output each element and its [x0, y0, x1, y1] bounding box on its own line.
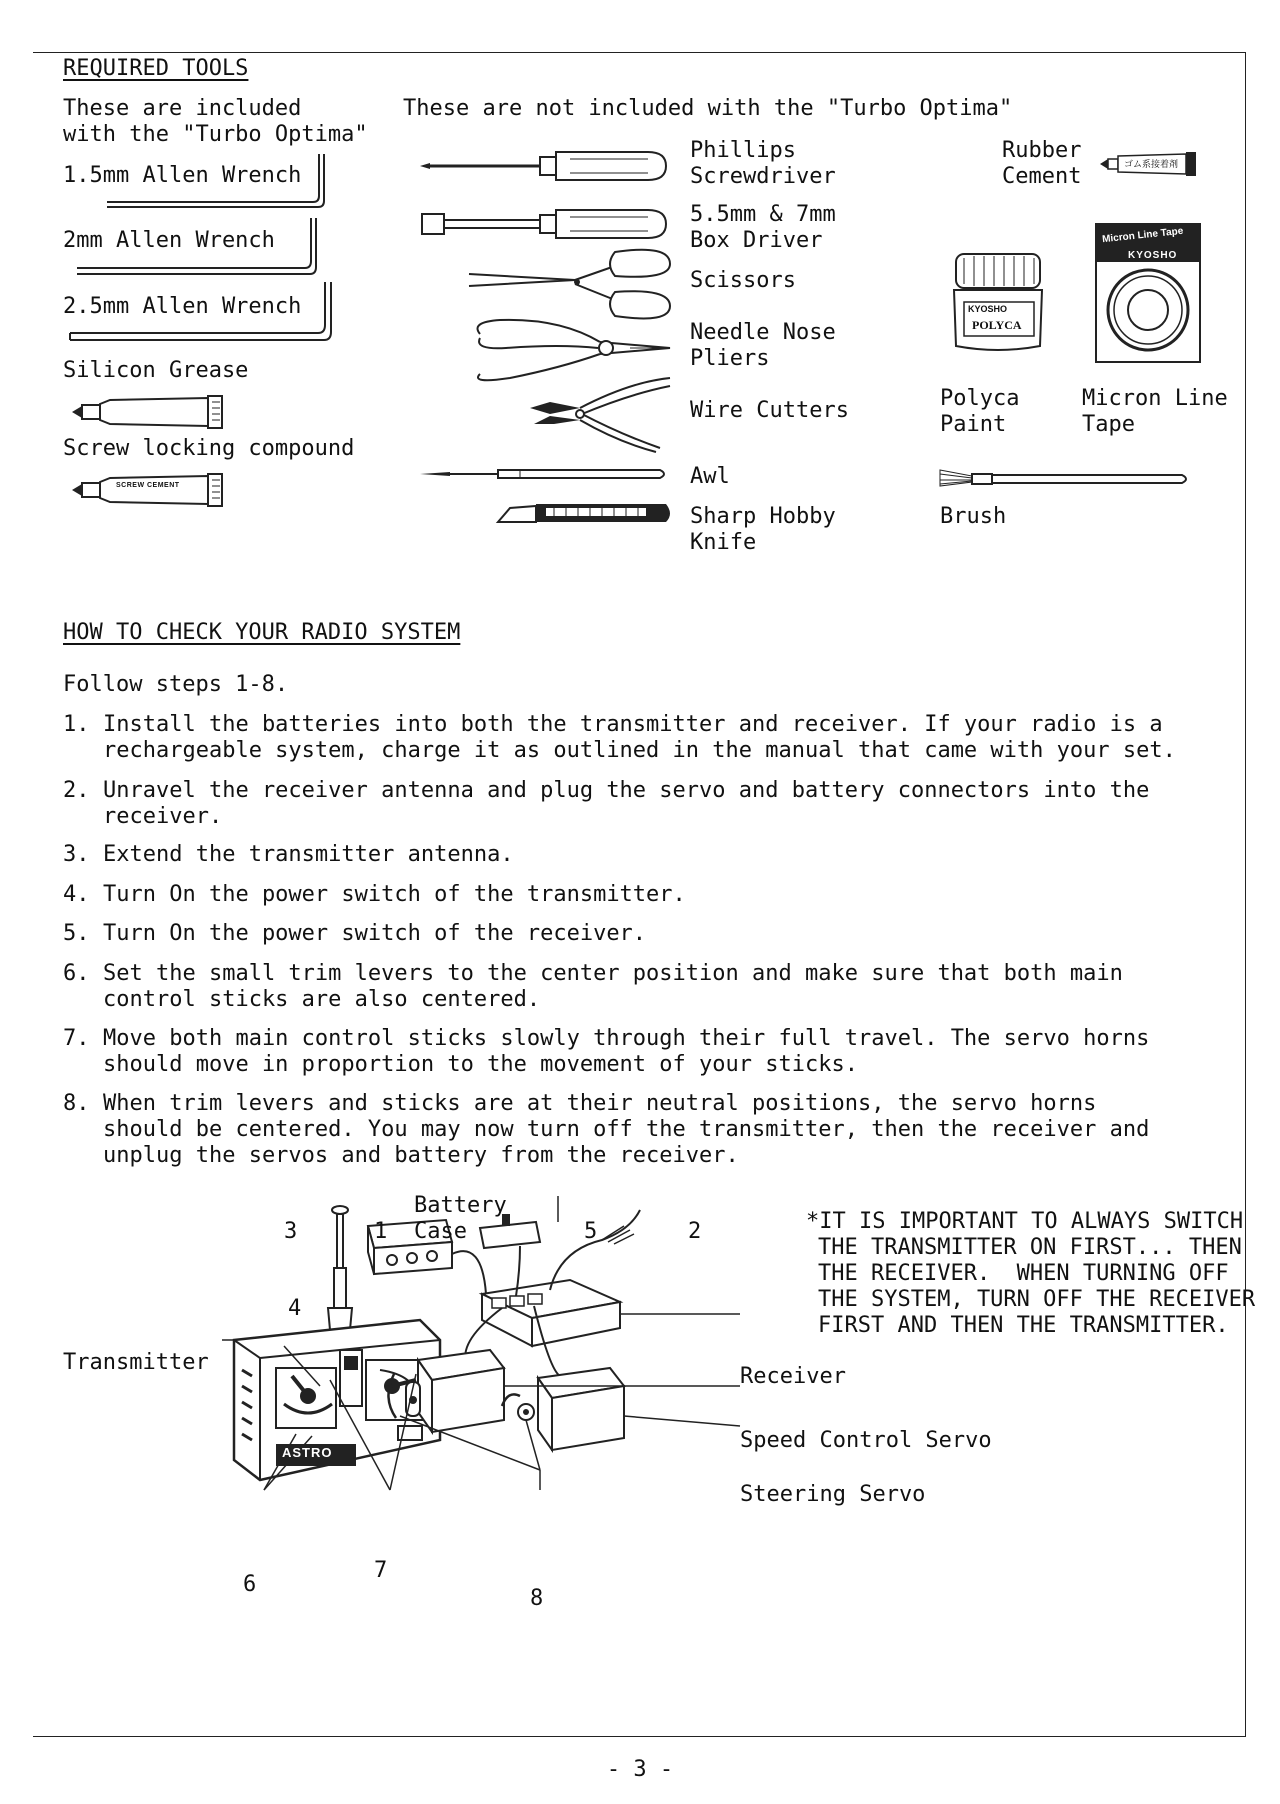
- power-switch-icon: [480, 1214, 540, 1248]
- tool-label-polyca-2: Paint: [940, 412, 1007, 437]
- note-line-3: THE RECEIVER. WHEN TURNING OFF: [818, 1261, 1229, 1286]
- step-number: 1.: [63, 712, 90, 737]
- step-text: Turn On the power switch of the receiver.: [103, 921, 647, 946]
- step-7: [63, 1026, 1183, 1078]
- step-number: 3.: [63, 842, 90, 867]
- note-line-1: *IT IS IMPORTANT TO ALWAYS SWITCH: [806, 1209, 1244, 1234]
- step-number: 5.: [63, 921, 90, 946]
- step-text: Unravel the receiver antenna and plug the servo and battery connectors into the receiver.: [103, 778, 1150, 829]
- step-4: [63, 882, 1183, 908]
- tool-label-wire-cutters: Wire Cutters: [690, 398, 849, 423]
- tool-label-micron-2: Tape: [1082, 412, 1135, 437]
- allen-wrench-2-5-icon: [68, 280, 328, 344]
- radio-check-intro: Follow steps 1-8.: [63, 672, 289, 697]
- silicon-grease-tube-icon: [68, 392, 228, 432]
- steering-servo-icon: [502, 1368, 624, 1450]
- label-battery-case-1: Battery: [414, 1193, 507, 1218]
- polyca-jar-brand: KYOSHO: [968, 304, 1008, 314]
- included-header-line2: with the "Turbo Optima": [63, 122, 368, 147]
- step-number: 4.: [63, 882, 90, 907]
- step-number: 7.: [63, 1026, 90, 1051]
- callout-8: 8: [530, 1586, 544, 1611]
- tool-label-rubber-1: Rubber: [1002, 138, 1082, 163]
- tool-label-box-driver-2: Box Driver: [690, 228, 823, 253]
- step-number: 2.: [63, 778, 90, 803]
- rubber-cement-tube-label: ゴム系接着剤: [1124, 160, 1179, 170]
- tool-label-phillips-2: Screwdriver: [690, 164, 836, 189]
- tool-label-allen-1-5: 1.5mm Allen Wrench: [63, 163, 302, 188]
- step-1: [63, 712, 1183, 764]
- step-number: 8.: [63, 1091, 90, 1116]
- screw-cement-tube-icon: [68, 470, 228, 510]
- scissors-icon: [465, 244, 675, 324]
- polyca-paint-jar-icon: [950, 250, 1046, 354]
- tool-label-rubber-2: Cement: [1002, 164, 1082, 189]
- step-text: Turn On the power switch of the transmitter.: [103, 882, 686, 907]
- micron-box-brand: KYOSHO: [1128, 250, 1178, 261]
- transmitter-brand: ASTRO: [282, 1445, 333, 1460]
- step-text: Extend the transmitter antenna.: [103, 842, 514, 867]
- screw-cement-label: SCREW CEMENT: [116, 482, 180, 489]
- note-line-5: FIRST AND THEN THE TRANSMITTER.: [818, 1313, 1229, 1338]
- included-header-line1: These are included: [63, 96, 302, 121]
- step-3: [63, 842, 1183, 868]
- tool-label-allen-2: 2mm Allen Wrench: [63, 228, 275, 253]
- tool-label-pliers-2: Pliers: [690, 346, 770, 371]
- phillips-screwdriver-icon: [420, 148, 670, 184]
- callout-1: 1: [374, 1219, 388, 1244]
- tool-label-knife-1: Sharp Hobby: [690, 504, 836, 529]
- tool-label-scissors: Scissors: [690, 268, 796, 293]
- required-tools-heading: REQUIRED TOOLS: [63, 56, 249, 81]
- tool-label-polyca-1: Polyca: [940, 386, 1020, 411]
- step-text: Set the small trim levers to the center position and make sure that both main control sticks are also centered.: [103, 961, 1123, 1012]
- callout-3: 3: [284, 1219, 298, 1244]
- tool-label-micron-1: Micron Line: [1082, 386, 1228, 411]
- tool-label-knife-2: Knife: [690, 530, 757, 555]
- step-number: 6.: [63, 961, 90, 986]
- step-text: Move both main control sticks slowly through their full travel. The servo horns should move in proportion to the movement of your sticks.: [103, 1026, 1150, 1077]
- note-line-2: THE TRANSMITTER ON FIRST... THEN: [818, 1235, 1242, 1260]
- tool-label-pliers-1: Needle Nose: [690, 320, 836, 345]
- callout-2: 2: [688, 1219, 702, 1244]
- brush-icon: [938, 466, 1192, 490]
- step-text: When trim levers and sticks are at their neutral positions, the servo horns should be centered. You may now turn off the transmitter, then the receiver and unplug the servos and battery from the receiver.: [103, 1091, 1150, 1168]
- label-speed-control-servo: Speed Control Servo: [740, 1428, 992, 1453]
- tool-label-box-driver-1: 5.5mm & 7mm: [690, 202, 836, 227]
- step-2: [63, 778, 1183, 830]
- tool-label-allen-2-5: 2.5mm Allen Wrench: [63, 294, 302, 319]
- label-receiver: Receiver: [740, 1364, 846, 1389]
- step-8: [63, 1091, 1183, 1169]
- label-steering-servo: Steering Servo: [740, 1482, 926, 1507]
- micron-box-title: Micron Line Tape: [1101, 225, 1184, 246]
- label-battery-case-2: Case: [414, 1219, 467, 1244]
- wire-cutters-icon: [510, 372, 675, 452]
- awl-icon: [420, 466, 670, 482]
- allen-wrench-1-5-icon: [105, 150, 325, 210]
- polyca-jar-label: POLYCA: [972, 318, 1022, 332]
- allen-wrench-2-icon: [75, 215, 315, 277]
- radio-check-heading: HOW TO CHECK YOUR RADIO SYSTEM: [63, 620, 461, 645]
- step-6: [63, 961, 1183, 1013]
- step-5: [63, 921, 1183, 947]
- box-driver-icon: [420, 206, 670, 242]
- note-line-4: THE SYSTEM, TURN OFF THE RECEIVER: [818, 1287, 1256, 1312]
- tool-label-phillips-1: Phillips: [690, 138, 796, 163]
- tool-label-screw-locking: Screw locking compound: [63, 436, 355, 461]
- hobby-knife-icon: [496, 500, 674, 528]
- radio-system-diagram: [220, 1190, 740, 1530]
- antenna-icon: [328, 1206, 352, 1330]
- label-transmitter: Transmitter: [63, 1350, 209, 1375]
- tool-label-awl: Awl: [690, 464, 730, 489]
- page-number: - 3 -: [606, 1757, 674, 1782]
- callout-4: 4: [288, 1296, 302, 1321]
- step-text: Install the batteries into both the transmitter and receiver. If your radio is a rechargeable system, charge it as outlined in the manual that came with your set.: [103, 712, 1176, 763]
- tool-label-silicon-grease: Silicon Grease: [63, 358, 249, 383]
- tool-label-brush: Brush: [940, 504, 1007, 529]
- not-included-header: These are not included with the "Turbo Optima": [403, 96, 1013, 121]
- callout-5: 5: [584, 1219, 598, 1244]
- callout-7: 7: [374, 1558, 388, 1583]
- callout-6: 6: [243, 1572, 257, 1597]
